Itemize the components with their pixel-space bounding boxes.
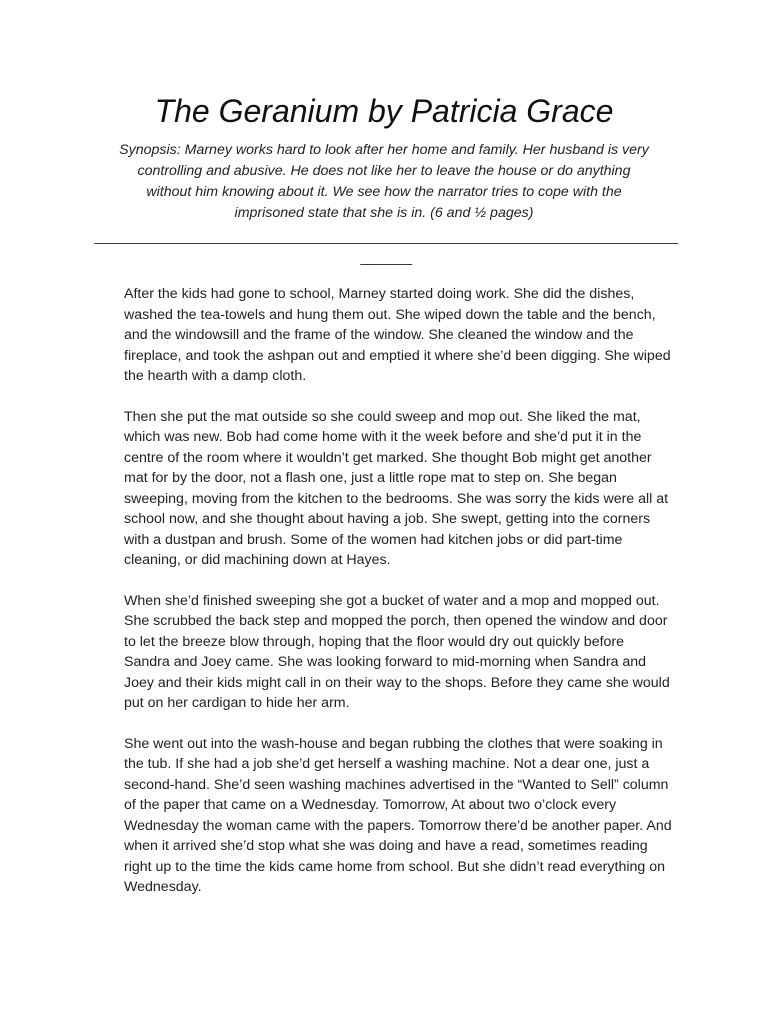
synopsis: Synopsis: Marney works hard to look after her home and family. Her husband is very controlling and abusive. He does not like her to leave the house or do anything without him knowing about it. We see how the narrator tries to cope with the imprisoned state that she is in. (6 and ½ pages) [119,142,649,221]
story-body [124,284,672,918]
paragraph: When she’d finished sweeping she got a bucket of water and a mop and mopped out. She scrubbed the back step and mopped the porch, then opened the window and door to let the breeze blow through, hoping that the floor would dry out quickly before Sandra and Joey came. She was looking forward to mid-morning when Sandra and Joey and their kids might call in on their way to the shops. Before they came she would put on her cardigan to hide her arm. [124,592,670,711]
paragraph: After the kids had gone to school, Marney started doing work. She did the dishes, washed the tea-towels and hung them out. She wiped down the table and the bench, and the windowsill and the frame of the window. She cleaned the window and the fireplace, and took the ashpan out and emptied it where she’d been digging. She wiped the hearth with a damp cloth. [124,286,671,384]
paragraph: She went out into the wash-house and began rubbing the clothes that were soaking in the tub. If she had a job she’d get herself a washing machine. Not a dear one, just a second-hand. She’d seen washing machines advertised in the “Wanted to Sell” column of the paper that came on a Wednesday. Tomorrow, At about two o’clock every Wednesday the woman came with the papers. Tomorrow there’d be another paper. And when it arrived she’d stop what she was doing and have a read, sometimes reading right up to the time the kids came home from school. But she didn’t read everything on Wednesday. [124,735,672,895]
page-title: The Geranium by Patricia Grace [154,93,614,129]
paragraph: Then she put the mat outside so she could sweep and mop out. She liked the mat, which was new. Bob had come home with it the week before and she’d put it in the centre of the room where it wouldn’t get marked. She thought Bob might get another mat for by the door, not a flash one, just a little rope mat to step on. She began sweeping, moving from the kitchen to the bedrooms. She was sorry the kids were all at school now, and she thought about having a job. She swept, getting into the corners with a dustpan and brush. Some of the women had kitchen jobs or did part-time cleaning, or did machining down at Hayes. [124,408,669,568]
divider-line: _______________________________________________________________________________________ [94,228,678,265]
